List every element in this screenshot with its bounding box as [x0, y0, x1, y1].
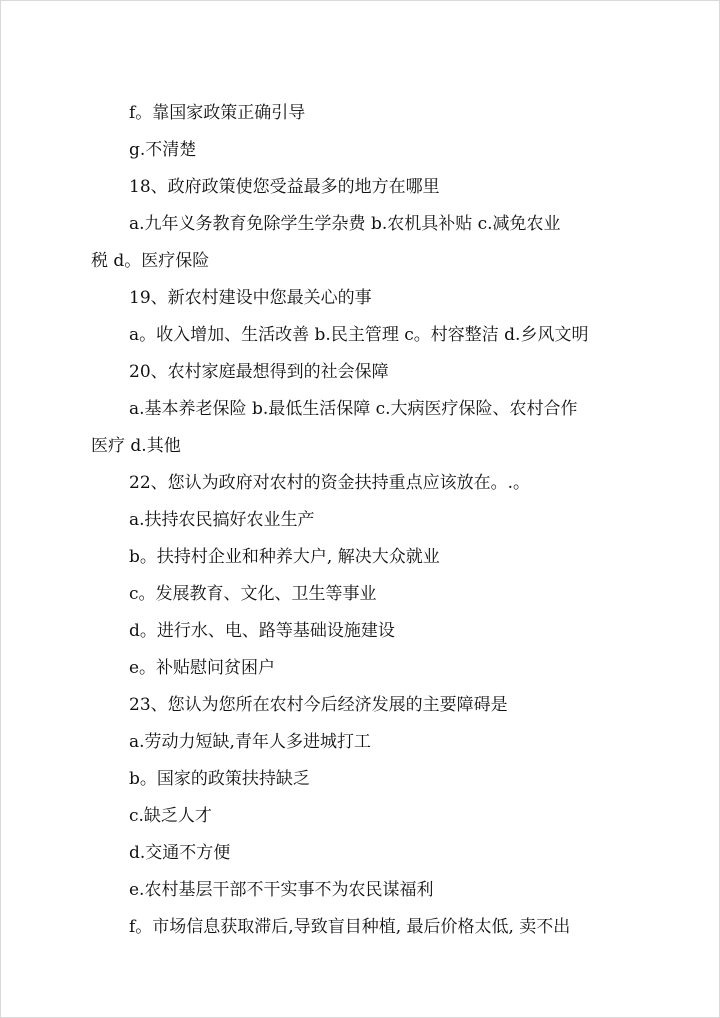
question-19-options: a。收入增加、生活改善 b.民主管理 c。村容整洁 d.乡风文明 [129, 325, 589, 345]
document-body [91, 95, 631, 946]
question-22-option-c: c。发展教育、文化、卫生等事业 [129, 584, 377, 604]
question-19: 19、新农村建设中您最关心的事 [129, 288, 372, 308]
question-23-option-a: a.劳动力短缺,青年人多进城打工 [129, 732, 371, 752]
question-20-options: a.基本养老保险 b.最低生活保障 c.大病医疗保险、农村合作 [129, 399, 578, 419]
question-22: 22、您认为政府对农村的资金扶持重点应该放在。.。 [129, 473, 531, 493]
question-18: 18、政府政策使您受益最多的地方在哪里 [129, 177, 440, 197]
question-23-option-c: c.缺乏人才 [129, 806, 212, 826]
question-20-options-continued: 医疗 d.其他 [91, 436, 181, 456]
question-23-option-b: b。国家的政策扶持缺乏 [129, 769, 310, 789]
question-18-options-continued: 税 d。医疗保险 [91, 251, 210, 271]
question-23: 23、您认为您所在农村今后经济发展的主要障碍是 [129, 695, 508, 715]
question-22-option-e: e。补贴慰问贫困户 [129, 658, 276, 678]
question-23-option-d: d.交通不方便 [129, 843, 231, 863]
question-22-option-a: a.扶持农民搞好农业生产 [129, 510, 315, 530]
option-f-policy-guidance: f。靠国家政策正确引导 [129, 103, 306, 123]
question-23-option-e: e.农村基层干部不干实事不为农民谋福利 [129, 880, 434, 900]
question-23-option-f: f。市场信息获取滞后,导致盲目种植, 最后价格太低, 卖不出 [129, 917, 571, 937]
option-g-unclear: g.不清楚 [129, 140, 197, 160]
question-18-options: a.九年义务教育免除学生学杂费 b.农机具补贴 c.减免农业 [129, 214, 561, 234]
question-22-option-b: b。扶持村企业和种养大户, 解决大众就业 [129, 547, 440, 567]
question-20: 20、农村家庭最想得到的社会保障 [129, 362, 389, 382]
question-22-option-d: d。进行水、电、路等基础设施建设 [129, 621, 395, 641]
